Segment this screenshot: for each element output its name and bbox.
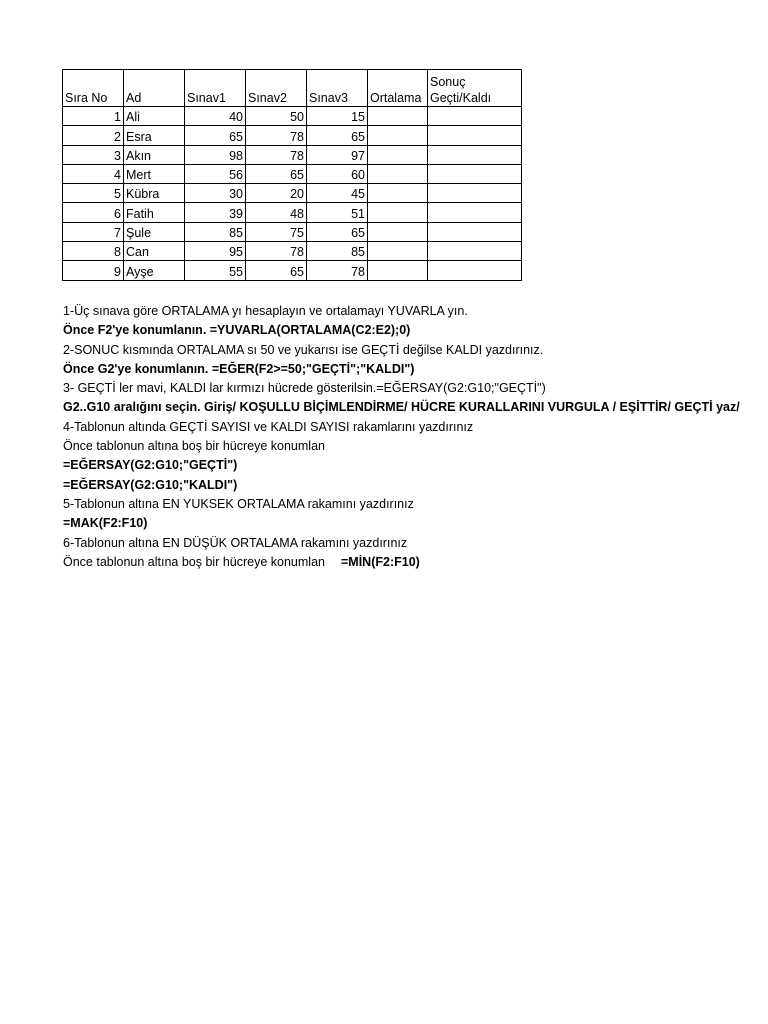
cell-sonuc[interactable] bbox=[428, 203, 522, 222]
cell-sonuc[interactable] bbox=[428, 164, 522, 183]
instruction-6-hint: Önce tablonun altına boş bir hücreye konumlan bbox=[63, 554, 325, 569]
header-sira-no[interactable]: Sıra No bbox=[63, 70, 124, 107]
cell-sinav1[interactable]: 40 bbox=[185, 107, 246, 126]
cell-sira-no[interactable]: 9 bbox=[63, 261, 124, 280]
cell-ad[interactable]: Akın bbox=[124, 145, 185, 164]
instructions bbox=[63, 302, 740, 572]
cell-ortalama[interactable] bbox=[368, 184, 428, 203]
table-row bbox=[63, 261, 522, 280]
instruction-5: 5-Tablonun altına EN YUKSEK ORTALAMA rakamını yazdırınız bbox=[63, 496, 414, 511]
instruction-2: 2-SONUC kısmında ORTALAMA sı 50 ve yukarısı ise GEÇTİ değilse KALDI yazdırınız. bbox=[63, 342, 544, 357]
cell-sinav3[interactable]: 65 bbox=[307, 126, 368, 145]
cell-ortalama[interactable] bbox=[368, 203, 428, 222]
cell-sonuc[interactable] bbox=[428, 107, 522, 126]
cell-ad[interactable]: Mert bbox=[124, 164, 185, 183]
cell-sonuc[interactable] bbox=[428, 222, 522, 241]
instruction-1: 1-Üç sınava göre ORTALAMA yı hesaplayın ve ortalamayı YUVARLA yın. bbox=[63, 304, 468, 318]
header-ortalama[interactable]: Ortalama bbox=[368, 70, 428, 107]
cell-sinav2[interactable]: 20 bbox=[246, 184, 307, 203]
table-row bbox=[63, 184, 522, 203]
instruction-4-hint: Önce tablonun altına boş bir hücreye konumlan bbox=[63, 439, 325, 454]
cell-ortalama[interactable] bbox=[368, 145, 428, 164]
cell-sira-no[interactable]: 5 bbox=[63, 184, 124, 203]
cell-sinav3[interactable]: 15 bbox=[307, 107, 368, 126]
cell-sinav1[interactable]: 56 bbox=[185, 164, 246, 183]
instruction-6: 6-Tablonun altına EN DÜŞÜK ORTALAMA rakamını yazdırınız bbox=[63, 535, 408, 550]
instruction-4: 4-Tablonun altında GEÇTİ SAYISI ve KALDI SAYISI rakamlarını yazdırınız bbox=[63, 419, 474, 434]
instruction-3-steps: G2..G10 aralığını seçin. Giriş/ KOŞULLU BİÇİMLENDİRME/ HÜCRE KURALLARINI VURGULA / EŞİTTİR/ GEÇTİ yaz/ bbox=[63, 400, 740, 415]
cell-sira-no[interactable]: 3 bbox=[63, 145, 124, 164]
cell-sinav2[interactable]: 48 bbox=[246, 203, 307, 222]
cell-sonuc[interactable] bbox=[428, 126, 522, 145]
cell-sinav3[interactable]: 85 bbox=[307, 242, 368, 261]
header-sonuc[interactable] bbox=[428, 70, 522, 107]
instruction-4-formula-kaldi: =EĞERSAY(G2:G10;"KALDI") bbox=[63, 477, 238, 492]
instruction-3: 3- GEÇTİ ler mavi, KALDI lar kırmızı hücrede gösterilsin.=EĞERSAY(G2:G10;"GEÇTİ") bbox=[63, 381, 546, 396]
cell-ortalama[interactable] bbox=[368, 222, 428, 241]
header-sonuc-line2: Geçti/Kaldı bbox=[430, 91, 492, 105]
cell-sinav3[interactable]: 60 bbox=[307, 164, 368, 183]
instruction-5-formula: =MAK(F2:F10) bbox=[63, 516, 148, 531]
instruction-6-formula: =MİN(F2:F10) bbox=[340, 554, 420, 569]
table-row bbox=[63, 242, 522, 261]
header-ad[interactable]: Ad bbox=[124, 70, 185, 107]
table-row bbox=[63, 126, 522, 145]
cell-sinav3[interactable]: 45 bbox=[307, 184, 368, 203]
cell-ad[interactable]: Can bbox=[124, 242, 185, 261]
table-row bbox=[63, 203, 522, 222]
table-row bbox=[63, 107, 522, 126]
cell-sira-no[interactable]: 1 bbox=[63, 107, 124, 126]
cell-sinav1[interactable]: 65 bbox=[185, 126, 246, 145]
cell-ad[interactable]: Ali bbox=[124, 107, 185, 126]
cell-ortalama[interactable] bbox=[368, 126, 428, 145]
cell-ortalama[interactable] bbox=[368, 261, 428, 280]
table-row bbox=[63, 222, 522, 241]
cell-sonuc[interactable] bbox=[428, 242, 522, 261]
grades-table bbox=[62, 69, 522, 281]
cell-sinav1[interactable]: 55 bbox=[185, 261, 246, 280]
cell-sinav2[interactable]: 65 bbox=[246, 261, 307, 280]
cell-sinav3[interactable]: 97 bbox=[307, 145, 368, 164]
cell-sinav1[interactable]: 30 bbox=[185, 184, 246, 203]
cell-sinav3[interactable]: 51 bbox=[307, 203, 368, 222]
cell-ortalama[interactable] bbox=[368, 107, 428, 126]
cell-ad[interactable]: Kübra bbox=[124, 184, 185, 203]
cell-sira-no[interactable]: 7 bbox=[63, 222, 124, 241]
cell-ad[interactable]: Ayşe bbox=[124, 261, 185, 280]
cell-sinav2[interactable]: 75 bbox=[246, 222, 307, 241]
cell-ad[interactable]: Fatih bbox=[124, 203, 185, 222]
header-sinav1[interactable]: Sınav1 bbox=[185, 70, 246, 107]
cell-sinav2[interactable]: 50 bbox=[246, 107, 307, 126]
cell-ad[interactable]: Şule bbox=[124, 222, 185, 241]
cell-sira-no[interactable]: 8 bbox=[63, 242, 124, 261]
cell-sira-no[interactable]: 2 bbox=[63, 126, 124, 145]
cell-ortalama[interactable] bbox=[368, 242, 428, 261]
instruction-2-formula: Önce G2'ye konumlanın. =EĞER(F2>=50;"GEÇTİ";"KALDI") bbox=[63, 361, 415, 376]
table-row bbox=[63, 164, 522, 183]
table-row bbox=[63, 145, 522, 164]
cell-sinav1[interactable]: 85 bbox=[185, 222, 246, 241]
cell-sira-no[interactable]: 4 bbox=[63, 164, 124, 183]
header-sinav2[interactable]: Sınav2 bbox=[246, 70, 307, 107]
cell-sinav2[interactable]: 78 bbox=[246, 145, 307, 164]
cell-ortalama[interactable] bbox=[368, 164, 428, 183]
cell-sinav1[interactable]: 39 bbox=[185, 203, 246, 222]
instruction-6-line bbox=[63, 553, 740, 572]
cell-sinav2[interactable]: 78 bbox=[246, 126, 307, 145]
cell-sonuc[interactable] bbox=[428, 261, 522, 280]
cell-sinav2[interactable]: 78 bbox=[246, 242, 307, 261]
cell-sinav1[interactable]: 98 bbox=[185, 145, 246, 164]
cell-sonuc[interactable] bbox=[428, 145, 522, 164]
cell-sinav2[interactable]: 65 bbox=[246, 164, 307, 183]
cell-sinav3[interactable]: 78 bbox=[307, 261, 368, 280]
table-header-row bbox=[63, 70, 522, 107]
table-body bbox=[63, 107, 522, 281]
instruction-1-formula: Önce F2'ye konumlanın. =YUVARLA(ORTALAMA(C2:E2);0) bbox=[63, 323, 411, 338]
cell-ad[interactable]: Esra bbox=[124, 126, 185, 145]
instruction-4-formula-gecti: =EĞERSAY(G2:G10;"GEÇTİ") bbox=[63, 458, 238, 473]
cell-sira-no[interactable]: 6 bbox=[63, 203, 124, 222]
cell-sinav1[interactable]: 95 bbox=[185, 242, 246, 261]
cell-sonuc[interactable] bbox=[428, 184, 522, 203]
cell-sinav3[interactable]: 65 bbox=[307, 222, 368, 241]
header-sonuc-line1: Sonuç bbox=[430, 75, 466, 89]
header-sinav3[interactable]: Sınav3 bbox=[307, 70, 368, 107]
